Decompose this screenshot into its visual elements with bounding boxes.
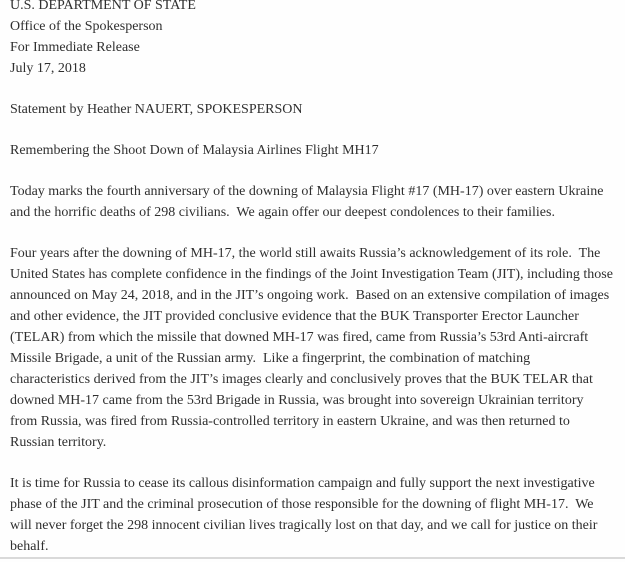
statement-title: Remembering the Shoot Down of Malaysia Airlines Flight MH17 bbox=[10, 143, 379, 158]
paragraph-call-for-justice: It is time for Russia to cease its callous disinformation campaign and fully support the next investigative phase of the JIT and the criminal prosecution of those responsible for the downing of flight MH-17. We will never forget the 298 innocent civilian lives tragically lost on that day, and we call for justice on their behalf. bbox=[10, 476, 601, 554]
release-type-line: For Immediate Release bbox=[10, 40, 140, 55]
statement-header bbox=[10, 0, 613, 79]
date-line: July 17, 2018 bbox=[10, 61, 86, 76]
bottom-divider bbox=[0, 557, 625, 559]
statement-byline: Statement by Heather NAUERT, SPOKESPERSON bbox=[10, 102, 303, 117]
paragraph-jit-findings: Four years after the downing of MH-17, the world still awaits Russia’s acknowledgement of its role. The United States has complete confidence in the findings of the Joint Investigation Team (JIT), including those announced on May 24, 2018, and in the JIT’s ongoing work. Based on an extensive compilation of images and other evidence, the JIT provided conclusive evidence that the BUK Transporter Erector Launcher (TELAR) from which the missile that downed MH-17 was fired, came from Russia’s 53rd Anti-aircraft Missile Brigade, a unit of the Russian army. Like a fingerprint, the combination of matching characteristics derived from the JIT’s images clearly and conclusively proves that the BUK TELAR that downed MH-17 came from the 53rd Brigade in Russia, was brought into sovereign Ukrainian territory from Russia, was fired from Russia-controlled territory in eastern Ukraine, and was then returned to Russian territory. bbox=[10, 246, 617, 450]
paragraph-condolences: Today marks the fourth anniversary of the downing of Malaysia Flight #17 (MH-17) over eastern Ukraine and the horrific deaths of 298 civilians. We again offer our deepest condolences to their families. bbox=[10, 184, 607, 220]
office-line: Office of the Spokesperson bbox=[10, 19, 163, 34]
agency-name: U.S. DEPARTMENT OF STATE bbox=[10, 0, 196, 13]
statement-content bbox=[10, 0, 617, 557]
